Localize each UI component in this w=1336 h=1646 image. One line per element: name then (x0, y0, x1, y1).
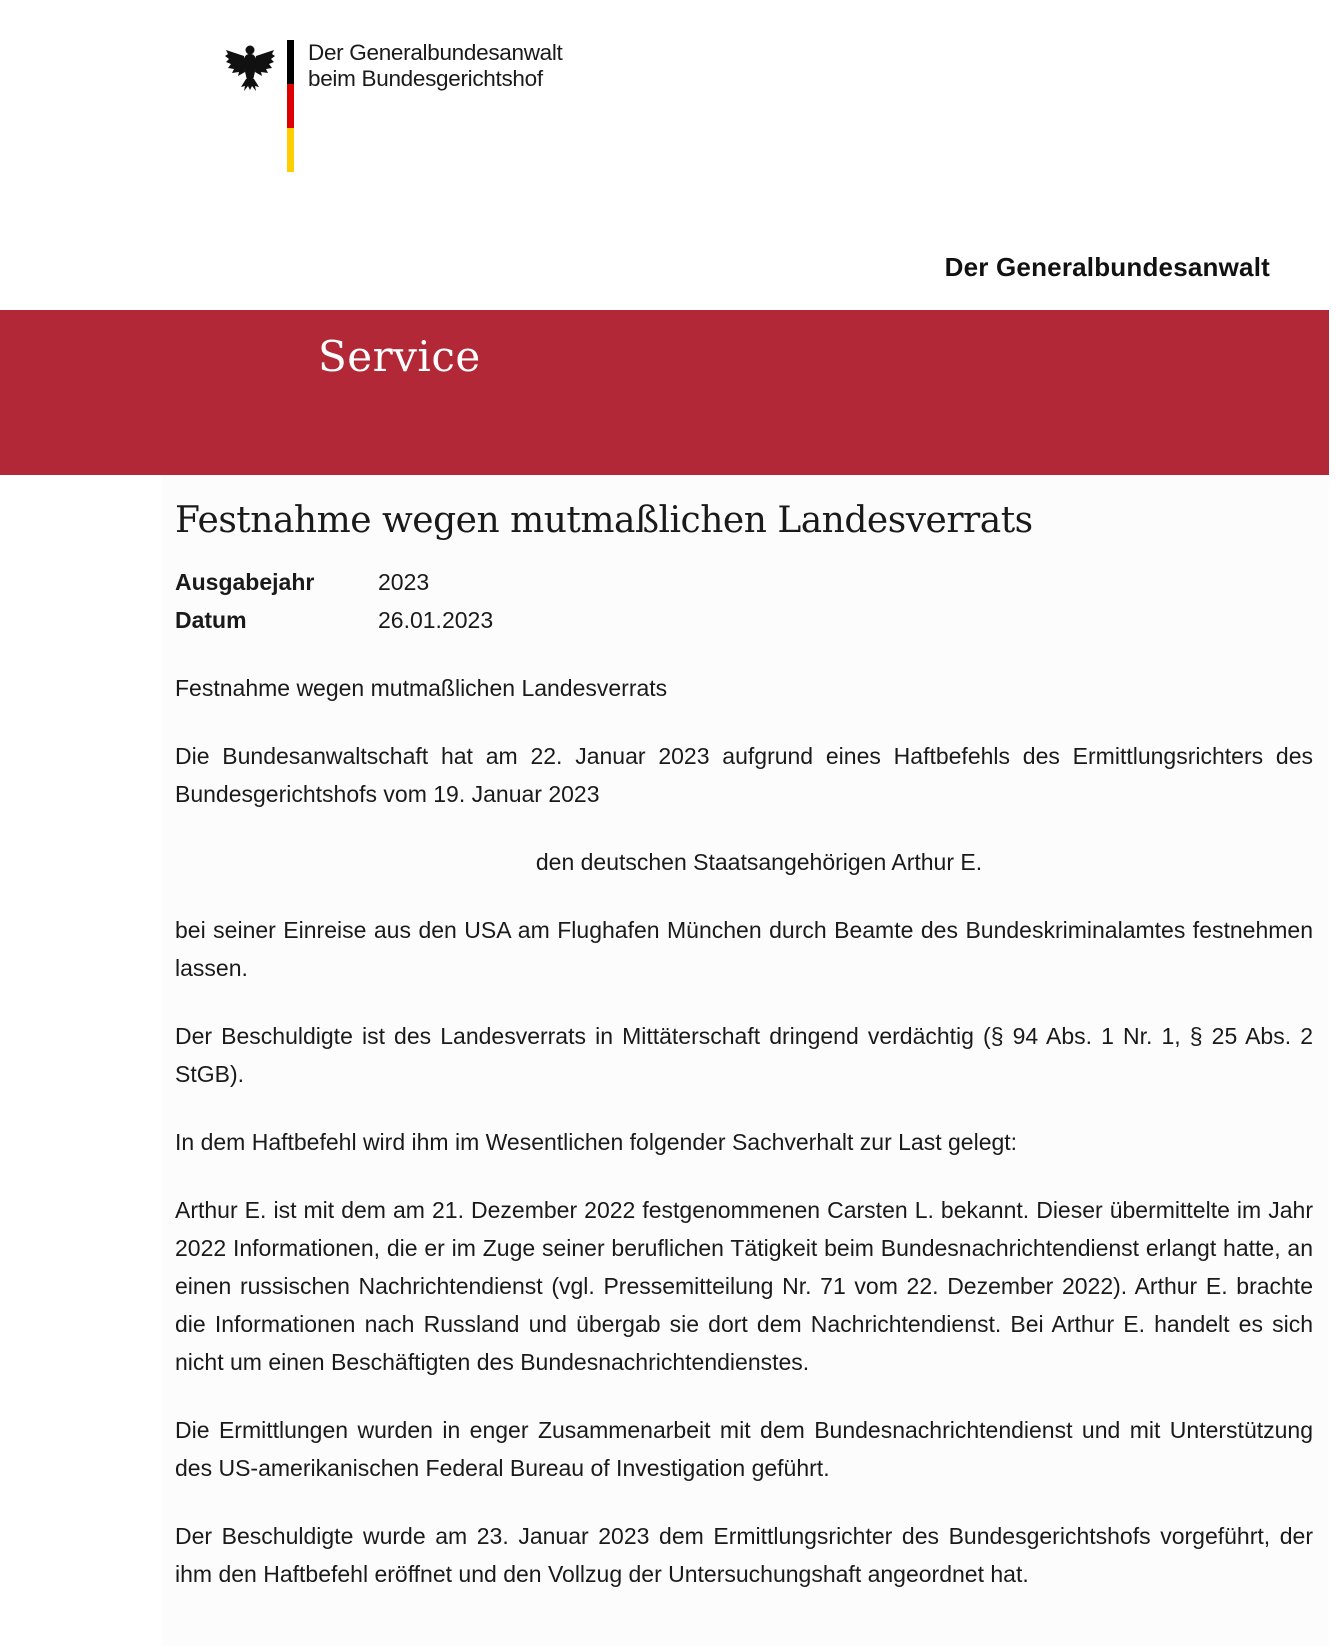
meta-value-date: 26.01.2023 (378, 607, 494, 633)
article-title: Festnahme wegen mutmaßlichen Landesverrats (175, 500, 1033, 541)
flag-stripe-black (287, 40, 294, 84)
paragraph: Der Beschuldigte ist des Landesverrats in Mittäterschaft dringend verdächtig (§ 94 Abs. 1 Nr. 1, § 25 Abs. 2 StGB). (175, 1023, 1313, 1087)
article-meta (175, 563, 1313, 639)
meta-value-year: 2023 (378, 569, 430, 595)
meta-row-date (175, 601, 1313, 639)
paragraph: Der Beschuldigte wurde am 23. Januar 2023 dem Ermittlungsrichter des Bundesgerichtshofs vorgeführt, der ihm den Haftbefehl eröffnet und den Vollzug der Untersuchungshaft angeordnet hat. (175, 1523, 1313, 1587)
paragraph-centered: den deutschen Staatsangehörigen Arthur E. (535, 849, 983, 875)
paragraph: Die Ermittlungen wurden in enger Zusammenarbeit mit dem Bundesnachrichtendienst und mit Unterstützung des US-amerikanischen Federal Bureau of Investigation geführt. (175, 1417, 1313, 1481)
section-banner (0, 310, 1329, 475)
flag-stripe-gold (287, 128, 294, 172)
meta-label-year: Ausgabejahr (175, 569, 315, 595)
flag-stripe-red (287, 84, 294, 128)
meta-row-year (175, 563, 1313, 601)
flag-stripe (287, 40, 294, 172)
site-title[interactable]: Der Generalbundesanwalt (944, 252, 1270, 282)
paragraph: Die Bundesanwaltschaft hat am 22. Januar 2023 aufgrund eines Haftbefehls des Ermittlungsrichters des Bundesgerichtshofs vom 19. Januar 2023 (175, 743, 1313, 807)
meta-label-date: Datum (175, 607, 247, 633)
logo-line-1: Der Generalbundesanwalt (308, 40, 563, 65)
paragraph: bei seiner Einreise aus den USA am Flughafen München durch Beamte des Bundeskriminalamtes festnehmen lassen. (175, 917, 1313, 981)
federal-eagle-icon (224, 42, 276, 92)
paragraph: Festnahme wegen mutmaßlichen Landesverrats (175, 675, 668, 701)
logo-line-2: beim Bundesgerichtshof (308, 66, 543, 91)
banner-title: Service (318, 332, 481, 381)
gba-logo[interactable] (224, 40, 564, 175)
article (175, 500, 1313, 1593)
paragraph: Arthur E. ist mit dem am 21. Dezember 2022 festgenommenen Carsten L. bekannt. Dieser übermittelte im Jahr 2022 Informationen, die er im Zuge seiner beruflichen Tätigkeit beim Bundesnachrichtendienst erlangt hatte, an einen russischen Nachrichtendienst (vgl. Pressemitteilung Nr. 71 vom 22. Dezember 2022). Arthur E. brachte die Informationen nach Russland und übergab sie dort dem Nachrichtendienst. Bei Arthur E. handelt es sich nicht um einen Beschäftigten des Bundesnachrichtendienstes. (175, 1197, 1313, 1375)
paragraph: In dem Haftbefehl wird ihm im Wesentlichen folgender Sachverhalt zur Last gelegt: (175, 1129, 1018, 1155)
logo-text (308, 40, 563, 92)
